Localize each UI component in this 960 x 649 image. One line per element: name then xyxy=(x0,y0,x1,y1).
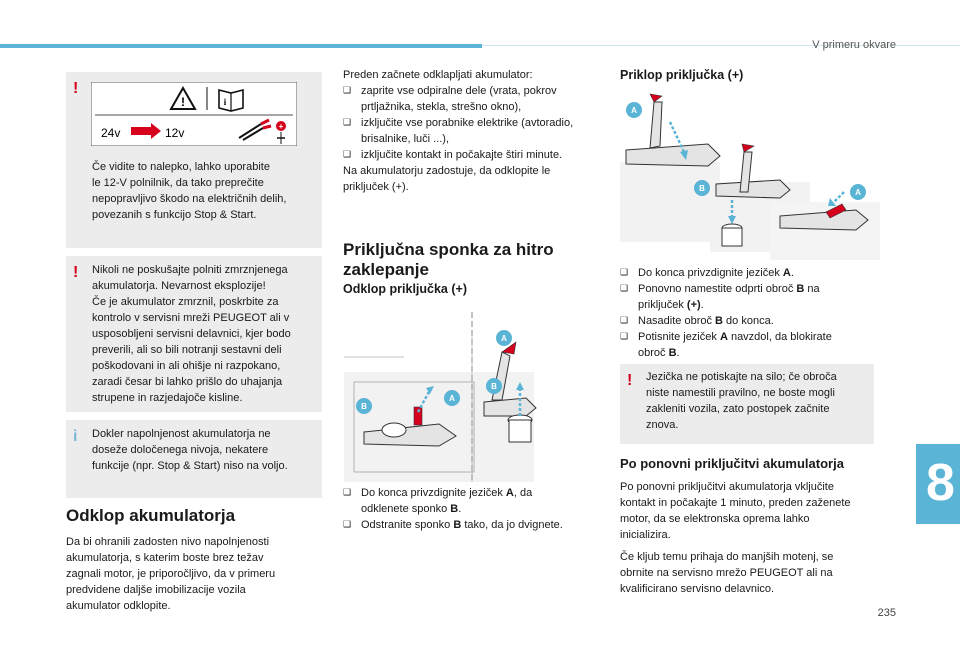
title-line: zaklepanje xyxy=(343,259,429,279)
pre-step-item xyxy=(343,116,605,148)
info-note-line: Dokler napolnjenost akumulatorja ne xyxy=(92,428,271,440)
frozen-note-line: Nikoli ne poskušajte polniti zmrznjenega xyxy=(92,264,288,276)
header-accent-bar xyxy=(0,44,482,48)
sticker-illustration xyxy=(91,82,297,146)
sticker-note-line: nepopravljivo škodo na električnih delih, xyxy=(92,192,287,205)
sticker-note-line: Če vidite to nalepko, lahko uporabite xyxy=(92,161,270,173)
frozen-note-line: zaradi česar bi lahko prišlo do uhajanja xyxy=(92,375,283,388)
info-note-line: doseže določenega nivoja, nekatere xyxy=(92,443,269,456)
bullet-icon: ❑ xyxy=(343,116,352,127)
pre-step-item xyxy=(343,84,605,116)
callout-a-label: A xyxy=(501,334,507,343)
bullet-icon: ❑ xyxy=(343,487,352,497)
section-title-quick-clamp xyxy=(343,240,603,279)
frozen-note-line: poškodovani in ali ohišje ni razpokano, xyxy=(92,359,281,372)
paragraph-line: inicializira. xyxy=(620,528,671,541)
step-text: Do konca privzdignite jeziček xyxy=(638,267,783,279)
subtitle-disconnect-plus: Odklop priključka (+) xyxy=(343,282,467,296)
warning-icon: ! xyxy=(73,80,79,97)
callout-a-label: A xyxy=(449,394,455,403)
step-text: Potisnite jeziček xyxy=(638,330,720,343)
frozen-note-line: kontrolo v servisni mreži PEUGEOT ali v xyxy=(92,311,290,324)
note-sticker xyxy=(66,72,322,248)
tab-note-line: Jezička ne potiskajte na silo; če obroča xyxy=(646,371,837,383)
info-note-line: funkcije (npr. Stop & Start) niso na voljo. xyxy=(92,459,288,472)
step-text: odklenete sponko xyxy=(361,502,451,515)
paragraph-line: predvidene daljše imobilizacije vozila xyxy=(66,583,246,596)
paragraph-line: kontakt in počakajte 1 minuto, preden zaženete xyxy=(620,496,851,509)
frozen-note-line: strupene in razjedajoče kisline. xyxy=(92,391,243,404)
step-text: Nasadite obroč xyxy=(638,314,716,327)
step-text: . xyxy=(700,298,704,311)
step-text: priključek xyxy=(638,298,687,311)
info-icon: i xyxy=(73,428,78,445)
step-text: . xyxy=(790,267,794,279)
step-text: zaprite vse odpiralne dele (vrata, pokrov xyxy=(361,84,557,97)
bullet-icon: ❑ xyxy=(620,267,629,277)
callout-a-label: A xyxy=(631,106,637,115)
step-text: izključite kontakt in počakajte štiri minute. xyxy=(361,148,563,161)
warning-icon: ! xyxy=(73,264,79,281)
step-item xyxy=(343,486,605,518)
step-text: , da xyxy=(513,487,533,499)
frozen-note-line: Če je akumulator zmrznil, poskrbite za xyxy=(92,295,279,308)
step-item xyxy=(343,518,605,534)
reconnect-paragraph-1 xyxy=(620,480,876,544)
paragraph-line: akumulatorja, s katerim boste brez težav xyxy=(66,551,264,564)
sticker-12v-label: 12v xyxy=(165,126,185,140)
paragraph-line: Če kljub temu prihaja do manjših motenj, se xyxy=(620,551,834,563)
step-text: navzdol, da blokirate xyxy=(727,330,832,343)
figure-connect-clamp xyxy=(620,92,880,260)
section-title-reconnect: Po ponovni priključitvi akumulatorja xyxy=(620,456,844,471)
step-item xyxy=(620,314,874,330)
paragraph-line: zagnali motor, je priporočljivo, da v primeru xyxy=(66,567,276,580)
step-item xyxy=(620,282,874,314)
bullet-icon: ❑ xyxy=(620,282,629,293)
bullet-icon: ❑ xyxy=(343,148,352,159)
step-text: obroč xyxy=(638,346,669,359)
intro-text: Preden začnete odklapljati akumulator: xyxy=(343,69,533,81)
note-tab-force xyxy=(620,364,874,444)
step-text: Odstranite sponko xyxy=(361,518,454,531)
paragraph-line: motor, da se elektronska oprema lahko xyxy=(620,512,810,525)
frozen-note-line: akumulatorja. Nevarnost eksplozije! xyxy=(92,279,266,292)
step-key: A xyxy=(505,487,514,499)
note-frozen-battery xyxy=(66,256,322,412)
sticker-note-line: povezanih s funkcijo Stop & Start. xyxy=(92,208,257,221)
paragraph-line: Da bi ohranili zadosten nivo napolnjenosti xyxy=(66,536,270,548)
bullet-icon: ❑ xyxy=(343,518,352,529)
paragraph-line: Po ponovni priključitvi akumulatorja vključite xyxy=(620,481,834,493)
step-key: B xyxy=(796,282,805,295)
callout-a-label: A xyxy=(855,188,861,197)
title-line: Priključna sponka za hitro xyxy=(343,240,554,259)
tab-note-line: zakleniti vozila, zato postopek začnite xyxy=(646,402,830,415)
note-info xyxy=(66,420,322,498)
disconnect-paragraph xyxy=(66,535,322,615)
step-text: na xyxy=(804,282,820,295)
step-key: B xyxy=(450,502,459,515)
after-text: Na akumulatorju zadostuje, da odklopite le xyxy=(343,164,551,177)
callout-b-label: B xyxy=(361,402,367,411)
step-key: B xyxy=(668,346,677,359)
tab-note-line: znova. xyxy=(646,418,679,431)
step-item xyxy=(620,266,874,282)
chapter-number: 8 xyxy=(926,454,955,513)
step-text: izklјučite vse porabnike elektrike (avtoradio, xyxy=(361,116,574,129)
middle-intro xyxy=(343,68,605,196)
step-key: B xyxy=(453,518,462,531)
reconnect-paragraph-2 xyxy=(620,550,876,598)
pre-step-item xyxy=(343,148,605,164)
chapter-tab[interactable] xyxy=(916,444,960,524)
sticker-note-line: le 12-V polnilnik, da tako preprečite xyxy=(92,176,264,189)
page-number: 235 xyxy=(877,607,896,619)
subtitle-connect-plus: Priklop priključka (+) xyxy=(620,68,744,82)
paragraph-line: obrnite na servisno mrežo PEUGEOT ali na xyxy=(620,566,833,579)
step-key: A xyxy=(782,267,791,279)
paragraph-line: akumulator odklopite. xyxy=(66,599,171,612)
step-text: Do konca privzdignite jeziček xyxy=(361,487,506,499)
warning-icon: ! xyxy=(627,372,633,389)
figure-disconnect-clamp xyxy=(344,312,544,482)
connect-steps xyxy=(620,266,874,362)
bullet-icon: ❑ xyxy=(343,84,352,95)
sticker-24v-label: 24v xyxy=(101,126,121,140)
step-text: tako, da jo dvignete. xyxy=(461,518,563,531)
callout-b-label: B xyxy=(699,184,705,193)
bullet-icon: ❑ xyxy=(620,314,629,325)
callout-b-label: B xyxy=(491,382,497,391)
step-text: Ponovno namestite odprti obroč xyxy=(638,282,797,295)
step-item xyxy=(620,330,874,362)
paragraph-line: kvalificirano servisno delavnico. xyxy=(620,582,775,595)
step-text: . xyxy=(676,346,680,359)
bullet-icon: ❑ xyxy=(620,330,629,341)
step-key: (+) xyxy=(686,298,701,311)
step-text: brisalnike, luči ...), xyxy=(361,132,450,145)
step-text: prtljažnika, stekla, strešno okno), xyxy=(361,100,522,113)
svg-text:+: + xyxy=(278,122,284,131)
step-key: B xyxy=(715,314,723,327)
section-title-disconnect: Odklop akumulatorja xyxy=(66,506,236,525)
svg-text:!: ! xyxy=(181,95,185,109)
step-text: . xyxy=(458,502,462,515)
step-text: do konca. xyxy=(723,314,774,327)
disconnect-steps xyxy=(343,486,605,534)
step-key: A xyxy=(719,330,728,343)
after-text: priključek (+). xyxy=(343,180,409,193)
page-header-title: V primeru okvare xyxy=(812,39,896,51)
tab-note-line: niste namestili pravilno, ne boste mogli xyxy=(646,386,835,399)
svg-text:i: i xyxy=(223,97,227,107)
frozen-note-line: usposobljeni servisni delavnici, kjer bodo xyxy=(92,327,291,340)
frozen-note-line: preverili, ali so bili notranji sestavni deli xyxy=(92,343,282,356)
